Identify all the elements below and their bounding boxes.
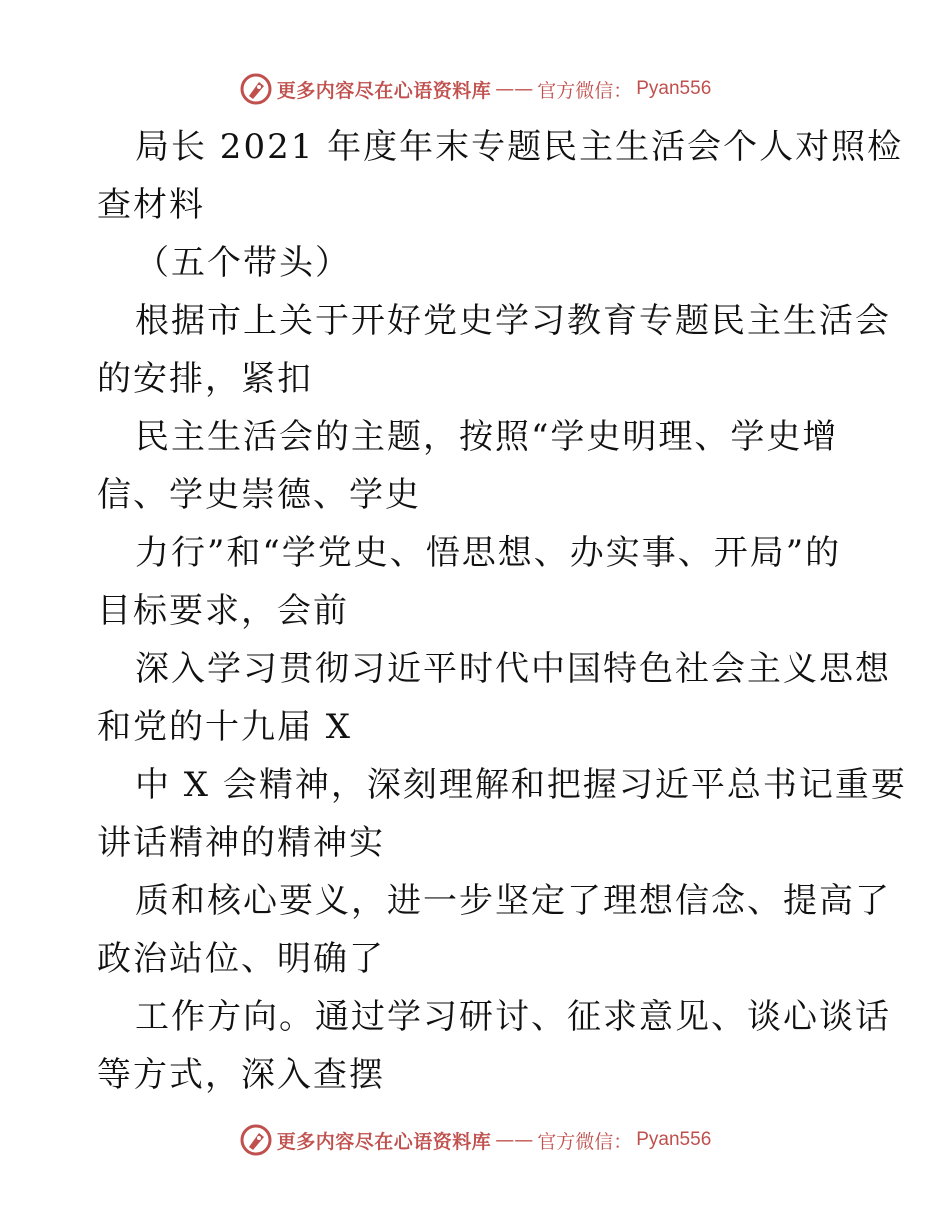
doc-line: 和党的十九届 X bbox=[97, 707, 353, 747]
header-banner bbox=[0, 72, 950, 106]
doc-line: 等方式，深入查摆 bbox=[97, 1055, 385, 1095]
pen-nib-logo-icon bbox=[239, 72, 273, 106]
doc-line: 讲话精神的精神实 bbox=[97, 823, 385, 863]
banner-separator: —— bbox=[495, 1129, 534, 1151]
doc-line: 局长 2021 年度年末专题民主生活会个人对照检 bbox=[135, 127, 904, 167]
banner-wechat-id: Pyan556 bbox=[636, 1129, 712, 1150]
document-body bbox=[97, 118, 907, 1104]
doc-line: 工作方向。通过学习研讨、征求意见、谈心谈话 bbox=[135, 997, 891, 1037]
doc-line: 深入学习贯彻习近平时代中国特色社会主义思想 bbox=[135, 649, 891, 689]
doc-line: 民主生活会的主题，按照“学史明理、学史增 bbox=[135, 417, 839, 457]
banner-wechat-label: 官方微信： bbox=[537, 1130, 633, 1153]
banner-wechat-label: 官方微信： bbox=[537, 79, 633, 102]
pen-nib-logo-icon bbox=[239, 1123, 273, 1157]
doc-line: 目标要求，会前 bbox=[97, 591, 349, 631]
doc-line: 质和核心要义，进一步坚定了理想信念、提高了 bbox=[135, 881, 891, 921]
banner-separator: —— bbox=[495, 78, 534, 100]
doc-line: 中 X 会精神，深刻理解和把握习近平总书记重要 bbox=[135, 765, 907, 805]
doc-line: 的安排，紧扣 bbox=[97, 359, 313, 399]
doc-line: 根据市上关于开好党史学习教育专题民主生活会 bbox=[135, 301, 891, 341]
doc-line: 政治站位、明确了 bbox=[97, 939, 385, 979]
footer-banner bbox=[0, 1123, 950, 1157]
banner-wechat-id: Pyan556 bbox=[636, 78, 712, 99]
doc-line: 查材料 bbox=[97, 185, 205, 225]
doc-line: （五个带头） bbox=[135, 243, 351, 283]
doc-line: 力行”和“学党史、悟思想、办实事、开局”的 bbox=[135, 533, 842, 573]
banner-text: 更多内容尽在心语资料库 bbox=[276, 79, 492, 102]
doc-line: 信、学史崇德、学史 bbox=[97, 475, 421, 515]
banner-text: 更多内容尽在心语资料库 bbox=[276, 1130, 492, 1153]
